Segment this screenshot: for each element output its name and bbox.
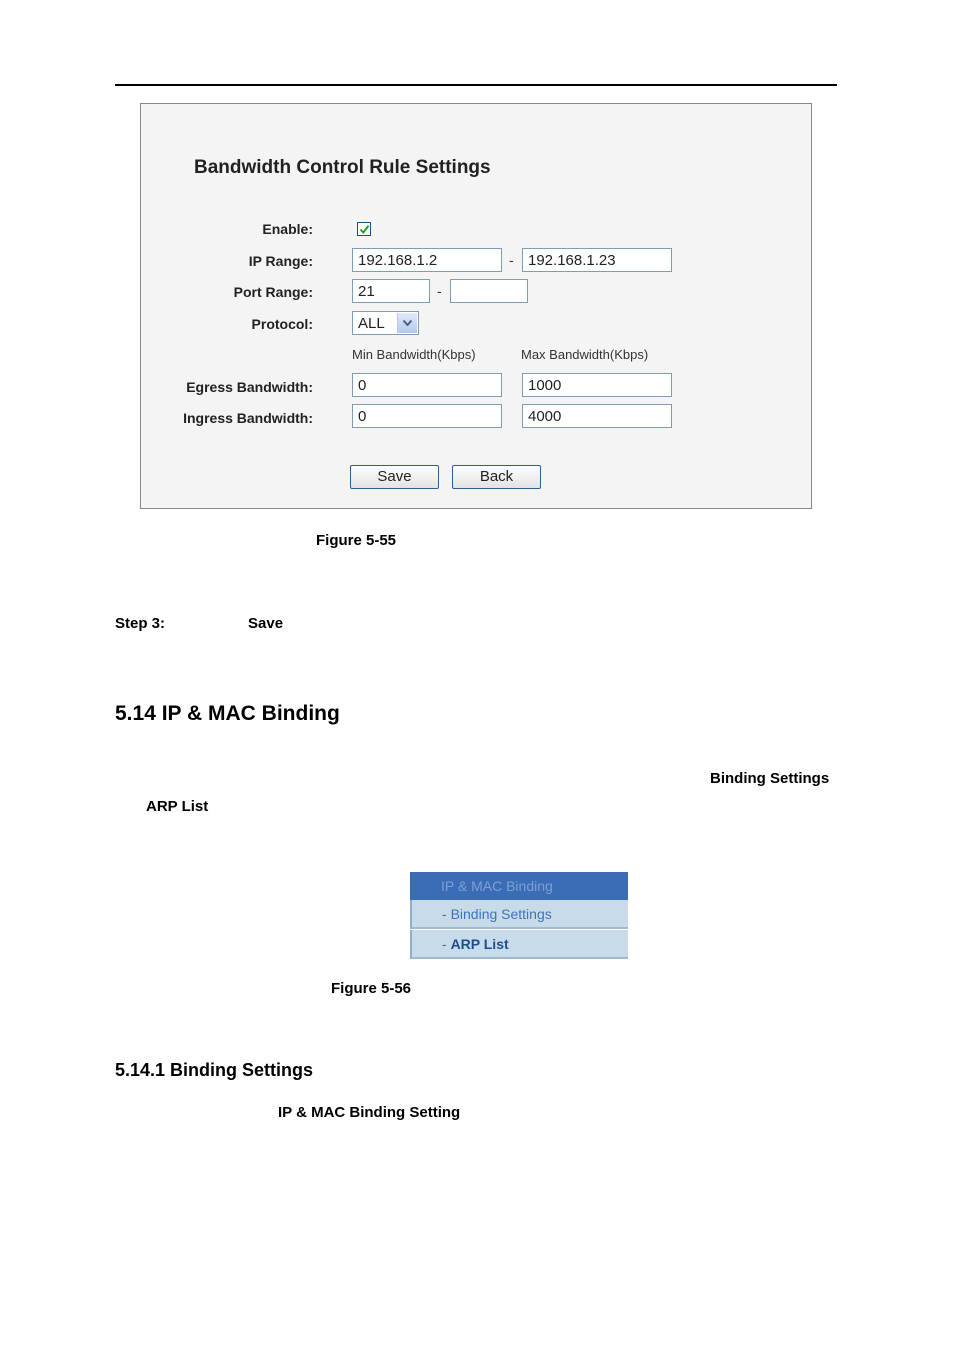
bandwidth-control-panel xyxy=(140,103,812,509)
back-button[interactable]: Back xyxy=(452,465,541,489)
enable-checkbox[interactable] xyxy=(357,222,371,236)
port-range-separator: - xyxy=(437,283,442,299)
binding-settings-ref: Binding Settings xyxy=(710,770,830,787)
ingress-bandwidth-label: Ingress Bandwidth: xyxy=(183,410,313,426)
save-button[interactable]: Save xyxy=(350,465,439,489)
menu-item-label: ARP List xyxy=(450,936,509,952)
egress-bandwidth-label: Egress Bandwidth: xyxy=(186,379,313,395)
step3-save-ref: Save xyxy=(248,615,284,632)
panel-title: Bandwidth Control Rule Settings xyxy=(194,157,491,178)
subsection-heading: 5.14.1 Binding Settings xyxy=(115,1060,314,1080)
chevron-down-icon[interactable] xyxy=(397,313,417,333)
figure-5-55-caption: Figure 5-55 xyxy=(316,532,397,549)
step3-label: Step 3: xyxy=(115,615,166,632)
protocol-select[interactable] xyxy=(352,311,419,335)
protocol-selected-value: ALL xyxy=(358,315,385,332)
ip-range-label: IP Range: xyxy=(248,253,313,269)
protocol-label: Protocol: xyxy=(251,316,313,332)
port-range-end-input[interactable] xyxy=(450,279,528,303)
menu-item-binding-settings[interactable] xyxy=(410,900,628,929)
port-range-label: Port Range: xyxy=(233,284,313,300)
section-heading: 5.14 IP & MAC Binding xyxy=(115,702,340,725)
ip-range-separator: - xyxy=(509,252,514,268)
egress-min-input[interactable] xyxy=(352,373,502,397)
menu-item-label: Binding Settings xyxy=(450,906,552,922)
figure-5-56-caption: Figure 5-56 xyxy=(331,980,412,997)
enable-label: Enable: xyxy=(262,221,313,237)
ip-range-start-input[interactable] xyxy=(352,248,502,272)
ip-mac-binding-setting-ref: IP & MAC Binding Setting xyxy=(278,1104,461,1121)
menu-item-prefix: - xyxy=(442,936,451,952)
port-range-start-input[interactable] xyxy=(352,279,430,303)
egress-max-input[interactable] xyxy=(522,373,672,397)
max-bandwidth-header: Max Bandwidth(Kbps) xyxy=(521,347,649,362)
ip-mac-binding-menu xyxy=(410,872,628,960)
min-bandwidth-header: Min Bandwidth(Kbps) xyxy=(352,347,476,362)
menu-item-arp-list[interactable] xyxy=(410,930,628,959)
menu-header[interactable]: IP & MAC Binding xyxy=(410,872,628,900)
ingress-max-input[interactable] xyxy=(522,404,672,428)
ingress-min-input[interactable] xyxy=(352,404,502,428)
ip-range-end-input[interactable] xyxy=(522,248,672,272)
arp-list-ref: ARP List xyxy=(146,798,209,815)
checkmark-icon xyxy=(359,224,370,235)
menu-item-prefix: - xyxy=(442,906,451,922)
page-top-rule xyxy=(115,84,837,86)
